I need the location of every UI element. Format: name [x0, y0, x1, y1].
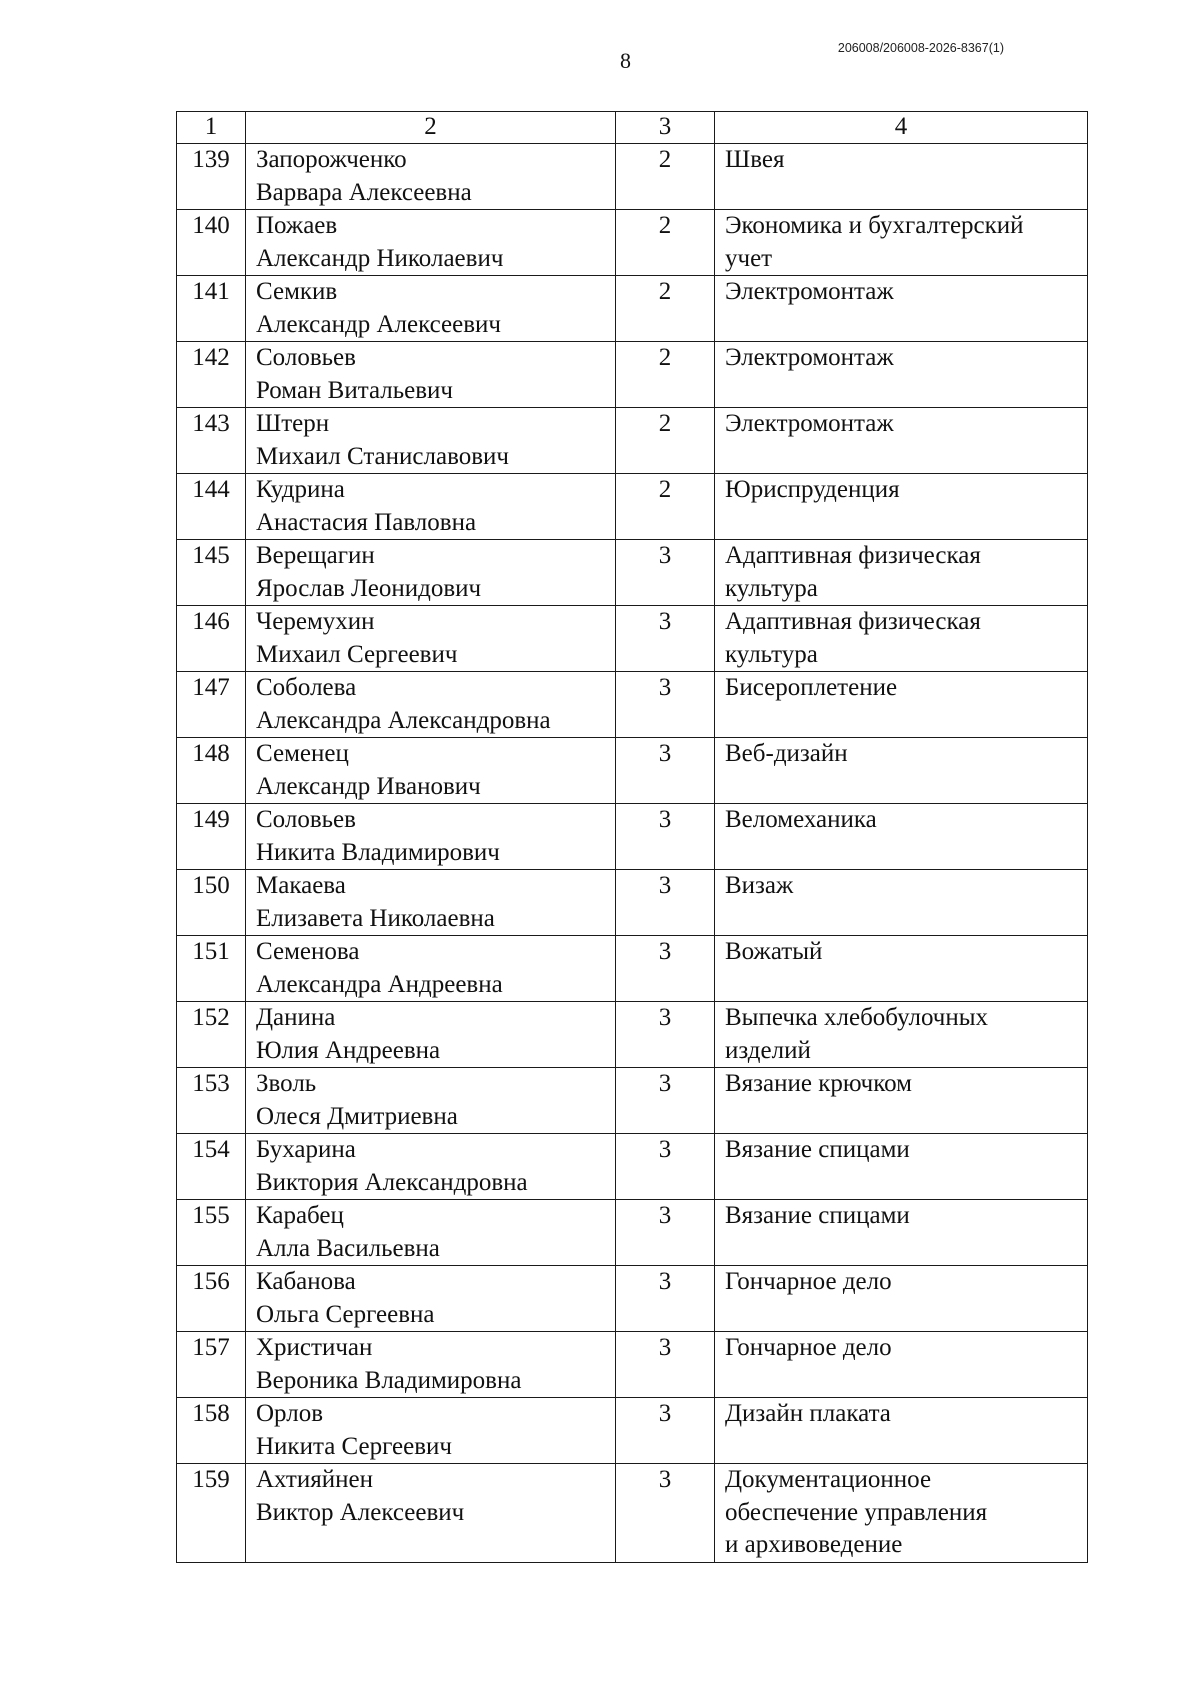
participants-table — [176, 111, 1088, 1563]
specialty-line: Гончарное дело — [725, 1334, 892, 1361]
course-cell: 3 — [616, 804, 715, 870]
specialty-cell — [715, 804, 1088, 870]
course-cell: 2 — [616, 210, 715, 276]
table-row — [177, 1068, 1088, 1134]
full-name-cell — [246, 144, 616, 210]
given-names: Елизавета Николаевна — [256, 904, 495, 932]
specialty-line: Гончарное дело — [725, 1268, 892, 1295]
row-number: 158 — [177, 1398, 246, 1464]
surname: Черемухин — [256, 608, 375, 635]
course-cell: 3 — [616, 1200, 715, 1266]
given-names: Виктор Алексеевич — [256, 1498, 465, 1526]
specialty-cell — [715, 342, 1088, 408]
row-number: 153 — [177, 1068, 246, 1134]
specialty-line: Электромонтаж — [725, 344, 894, 371]
specialty-line: культура — [725, 574, 818, 602]
given-names: Александр Алексеевич — [256, 310, 501, 338]
given-names: Александр Иванович — [256, 772, 481, 800]
specialty-line: Адаптивная физическая — [725, 542, 981, 569]
specialty-line: изделий — [725, 1036, 811, 1064]
table-row — [177, 1332, 1088, 1398]
specialty-cell — [715, 606, 1088, 672]
full-name-cell — [246, 1398, 616, 1464]
specialty-line: Юриспруденция — [725, 476, 900, 503]
column-header-3: 3 — [616, 112, 715, 144]
table-row — [177, 408, 1088, 474]
surname: Кудрина — [256, 476, 345, 503]
full-name-cell — [246, 1332, 616, 1398]
row-number: 140 — [177, 210, 246, 276]
specialty-cell — [715, 870, 1088, 936]
row-number: 154 — [177, 1134, 246, 1200]
full-name-cell — [246, 276, 616, 342]
specialty-line: Веб-дизайн — [725, 740, 848, 767]
specialty-line: Экономика и бухгалтерский — [725, 212, 1024, 239]
specialty-line: Документационное — [725, 1466, 932, 1493]
course-cell: 3 — [616, 870, 715, 936]
row-number: 147 — [177, 672, 246, 738]
course-cell: 2 — [616, 342, 715, 408]
full-name-cell — [246, 1068, 616, 1134]
specialty-cell — [715, 474, 1088, 540]
surname: Штерн — [256, 410, 330, 437]
full-name-cell — [246, 1002, 616, 1068]
table-row — [177, 936, 1088, 1002]
given-names: Алла Васильевна — [256, 1234, 440, 1262]
surname: Соловьев — [256, 344, 356, 371]
specialty-line: Дизайн плаката — [725, 1400, 891, 1427]
given-names: Юлия Андреевна — [256, 1036, 441, 1064]
table-row — [177, 342, 1088, 408]
course-cell: 3 — [616, 1068, 715, 1134]
full-name-cell — [246, 342, 616, 408]
row-number: 146 — [177, 606, 246, 672]
table-row — [177, 870, 1088, 936]
table-row — [177, 1464, 1088, 1563]
row-number: 144 — [177, 474, 246, 540]
row-number: 157 — [177, 1332, 246, 1398]
row-number: 155 — [177, 1200, 246, 1266]
table-row — [177, 474, 1088, 540]
surname: Семкив — [256, 278, 338, 305]
specialty-cell — [715, 408, 1088, 474]
column-header-2: 2 — [246, 112, 616, 144]
table-row — [177, 804, 1088, 870]
row-number: 145 — [177, 540, 246, 606]
specialty-line: Вязание спицами — [725, 1202, 910, 1229]
given-names: Роман Витальевич — [256, 376, 454, 404]
surname: Макаева — [256, 872, 346, 899]
specialty-line: Вязание крючком — [725, 1070, 912, 1097]
surname: Запорожченко — [256, 146, 407, 173]
specialty-line: Выпечка хлебобулочных — [725, 1004, 989, 1031]
course-cell: 3 — [616, 1464, 715, 1563]
specialty-line: Визаж — [725, 872, 794, 899]
column-header-row — [177, 112, 1088, 144]
specialty-cell — [715, 540, 1088, 606]
full-name-cell — [246, 474, 616, 540]
course-cell: 3 — [616, 1398, 715, 1464]
specialty-line: учет — [725, 244, 773, 272]
course-cell: 3 — [616, 936, 715, 1002]
full-name-cell — [246, 1200, 616, 1266]
row-number: 156 — [177, 1266, 246, 1332]
specialty-cell — [715, 276, 1088, 342]
given-names: Никита Владимирович — [256, 838, 500, 866]
course-cell: 3 — [616, 1332, 715, 1398]
surname: Карабец — [256, 1202, 344, 1229]
course-cell: 2 — [616, 144, 715, 210]
full-name-cell — [246, 606, 616, 672]
specialty-line: Вязание спицами — [725, 1136, 910, 1163]
column-header-1: 1 — [177, 112, 246, 144]
course-cell: 2 — [616, 276, 715, 342]
given-names: Анастасия Павловна — [256, 508, 477, 536]
row-number: 139 — [177, 144, 246, 210]
table-row — [177, 1398, 1088, 1464]
given-names: Никита Сергеевич — [256, 1432, 452, 1460]
surname: Кабанова — [256, 1268, 356, 1295]
table-body — [177, 112, 1088, 1563]
specialty-cell — [715, 1266, 1088, 1332]
specialty-cell — [715, 1134, 1088, 1200]
course-cell: 3 — [616, 1002, 715, 1068]
table-row — [177, 1002, 1088, 1068]
given-names: Александр Николаевич — [256, 244, 504, 272]
surname: Соловьев — [256, 806, 356, 833]
given-names: Виктория Александровна — [256, 1168, 528, 1196]
table-row — [177, 1134, 1088, 1200]
given-names: Ольга Сергеевна — [256, 1300, 435, 1328]
row-number: 148 — [177, 738, 246, 804]
full-name-cell — [246, 210, 616, 276]
specialty-line: Швея — [725, 146, 785, 173]
table-row — [177, 210, 1088, 276]
row-number: 142 — [177, 342, 246, 408]
specialty-cell — [715, 1200, 1088, 1266]
row-number: 143 — [177, 408, 246, 474]
full-name-cell — [246, 1266, 616, 1332]
row-number: 150 — [177, 870, 246, 936]
given-names: Александра Андреевна — [256, 970, 503, 998]
surname: Соболева — [256, 674, 357, 701]
full-name-cell — [246, 672, 616, 738]
surname: Ахтияйнен — [256, 1466, 373, 1493]
specialty-line: культура — [725, 640, 818, 668]
specialty-line: Адаптивная физическая — [725, 608, 981, 635]
surname: Пожаев — [256, 212, 338, 239]
course-cell: 3 — [616, 672, 715, 738]
specialty-line: Электромонтаж — [725, 410, 894, 437]
full-name-cell — [246, 1464, 616, 1563]
surname: Орлов — [256, 1400, 324, 1427]
specialty-cell — [715, 1332, 1088, 1398]
surname: Верещагин — [256, 542, 375, 569]
table-row — [177, 672, 1088, 738]
full-name-cell — [246, 408, 616, 474]
specialty-cell — [715, 210, 1088, 276]
specialty-cell — [715, 1398, 1088, 1464]
table-row — [177, 606, 1088, 672]
given-names: Олеся Дмитриевна — [256, 1102, 458, 1130]
surname: Христичан — [256, 1334, 373, 1361]
course-cell: 3 — [616, 1134, 715, 1200]
given-names: Варвара Алексеевна — [256, 178, 472, 206]
page-number: 8 — [620, 48, 631, 73]
row-number: 141 — [177, 276, 246, 342]
surname: Семенец — [256, 740, 349, 767]
full-name-cell — [246, 804, 616, 870]
specialty-line: обеспечение управления — [725, 1498, 988, 1526]
surname: Бухарина — [256, 1136, 356, 1163]
specialty-cell — [715, 936, 1088, 1002]
specialty-cell — [715, 1002, 1088, 1068]
specialty-line: Веломеханика — [725, 806, 877, 833]
course-cell: 3 — [616, 738, 715, 804]
given-names: Михаил Станиславович — [256, 442, 509, 470]
row-number: 149 — [177, 804, 246, 870]
given-names: Ярослав Леонидович — [256, 574, 482, 602]
specialty-line: Вожатый — [725, 938, 823, 965]
table-row — [177, 738, 1088, 804]
document-id: 206008/206008-2026-8367(1) — [837, 41, 1004, 55]
full-name-cell — [246, 738, 616, 804]
row-number: 152 — [177, 1002, 246, 1068]
row-number: 151 — [177, 936, 246, 1002]
surname: Семенова — [256, 938, 360, 965]
table-row — [177, 144, 1088, 210]
table-row — [177, 1266, 1088, 1332]
full-name-cell — [246, 540, 616, 606]
course-cell: 3 — [616, 540, 715, 606]
specialty-line: Электромонтаж — [725, 278, 894, 305]
course-cell: 3 — [616, 606, 715, 672]
full-name-cell — [246, 936, 616, 1002]
given-names: Александра Александровна — [256, 706, 551, 734]
table-row — [177, 540, 1088, 606]
row-number: 159 — [177, 1464, 246, 1563]
specialty-line: Бисероплетение — [725, 674, 898, 701]
course-cell: 2 — [616, 408, 715, 474]
full-name-cell — [246, 1134, 616, 1200]
surname: Зволь — [256, 1070, 317, 1097]
given-names: Вероника Владимировна — [256, 1366, 522, 1394]
given-names: Михаил Сергеевич — [256, 640, 458, 668]
full-name-cell — [246, 870, 616, 936]
surname: Данина — [256, 1004, 336, 1031]
specialty-cell — [715, 1068, 1088, 1134]
course-cell: 2 — [616, 474, 715, 540]
course-cell: 3 — [616, 1266, 715, 1332]
column-header-4: 4 — [715, 112, 1088, 144]
table-row — [177, 276, 1088, 342]
specialty-cell — [715, 672, 1088, 738]
specialty-line: и архивоведение — [725, 1531, 903, 1558]
specialty-cell — [715, 1464, 1088, 1563]
specialty-cell — [715, 144, 1088, 210]
table-row — [177, 1200, 1088, 1266]
specialty-cell — [715, 738, 1088, 804]
